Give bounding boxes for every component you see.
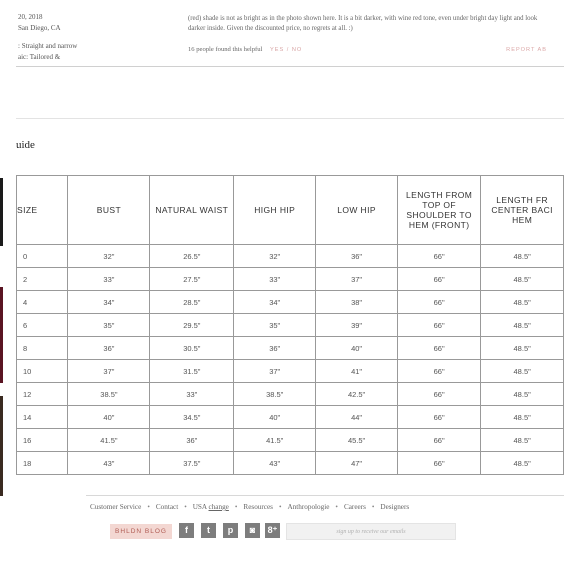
- measurement-cell: 37.5": [150, 452, 234, 475]
- measurement-cell: 37": [234, 360, 316, 383]
- measurement-cell: 28.5": [150, 291, 234, 314]
- measurement-cell: 29.5": [150, 314, 234, 337]
- link-separator: •: [147, 503, 150, 511]
- measurement-cell: 66": [397, 429, 480, 452]
- table-row: [17, 383, 564, 406]
- measurement-cell: 66": [397, 383, 480, 406]
- column-header: BUST: [68, 176, 150, 245]
- measurement-cell: 32": [234, 245, 316, 268]
- measurement-cell: 36": [150, 429, 234, 452]
- measurement-cell: 41.5": [234, 429, 316, 452]
- blog-button[interactable]: BHLDN BLOG: [110, 524, 172, 539]
- helpful-count: 16 people found this helpful: [188, 46, 263, 53]
- column-header: HIGH HIP: [234, 176, 316, 245]
- measurement-cell: 66": [397, 268, 480, 291]
- measurement-cell: 36": [234, 337, 316, 360]
- size-guide-title: uide: [16, 139, 35, 151]
- review-text-line: (red) shade is not as bright as in the photo shown here. It is a bit darker, with wine red tone, even under bright day light and look: [188, 15, 538, 22]
- measurement-cell: 66": [397, 337, 480, 360]
- review-body: [188, 14, 563, 34]
- footer-link[interactable]: Contact: [155, 503, 179, 511]
- size-cell: 14: [17, 406, 68, 429]
- review-style: aic: Tailored &: [18, 53, 61, 61]
- measurement-cell: 66": [397, 245, 480, 268]
- table-row: [17, 268, 564, 291]
- footer-link[interactable]: Designers: [380, 503, 410, 511]
- helpful-vote-links[interactable]: YES / NO: [270, 47, 303, 53]
- column-header: LENGTH FR CENTER BACI HEM: [481, 176, 564, 245]
- size-cell: 10: [17, 360, 68, 383]
- size-cell: 8: [17, 337, 68, 360]
- size-cell: 16: [17, 429, 68, 452]
- measurement-cell: 66": [397, 452, 480, 475]
- measurement-cell: 33": [150, 383, 234, 406]
- review-text-line: darker inside. Given the discounted price, no regrets at all. :): [188, 25, 353, 32]
- measurement-cell: 42.5": [316, 383, 398, 406]
- column-header: LENGTH FROM TOP OF SHOULDER TO HEM (FRONT): [397, 176, 480, 245]
- measurement-cell: 27.5": [150, 268, 234, 291]
- change-country-link[interactable]: change: [208, 503, 229, 511]
- footer-divider: [86, 495, 564, 496]
- table-row: [17, 429, 564, 452]
- measurement-cell: 34": [234, 291, 316, 314]
- table-row: [17, 337, 564, 360]
- table-header-row: [17, 176, 564, 245]
- measurement-cell: 48.5": [481, 452, 564, 475]
- size-cell: 4: [17, 291, 68, 314]
- measurement-cell: 40": [68, 406, 150, 429]
- measurement-cell: 48.5": [481, 314, 564, 337]
- size-cell: 6: [17, 314, 68, 337]
- measurement-cell: 38.5": [234, 383, 316, 406]
- table-row: [17, 360, 564, 383]
- table-row: [17, 314, 564, 337]
- measurement-cell: 43": [68, 452, 150, 475]
- footer-link[interactable]: Careers: [343, 503, 366, 511]
- measurement-cell: 35": [68, 314, 150, 337]
- twitter-icon[interactable]: t: [201, 523, 216, 538]
- column-header: LOW HIP: [316, 176, 398, 245]
- email-signup-input[interactable]: sign up to receive our emails: [286, 523, 456, 540]
- table-row: [17, 406, 564, 429]
- measurement-cell: 66": [397, 406, 480, 429]
- instagram-icon[interactable]: ◙: [245, 523, 260, 538]
- measurement-cell: 38": [316, 291, 398, 314]
- measurement-cell: 48.5": [481, 360, 564, 383]
- column-header: SIZE: [17, 176, 68, 245]
- link-separator: •: [371, 503, 375, 511]
- measurement-cell: 43": [234, 452, 316, 475]
- size-cell: 0: [17, 245, 68, 268]
- measurement-cell: 30.5": [150, 337, 234, 360]
- footer-link[interactable]: Anthropologie: [287, 503, 330, 511]
- table-row: [17, 245, 564, 268]
- measurement-cell: 35": [234, 314, 316, 337]
- measurement-cell: 48.5": [481, 337, 564, 360]
- divider: [16, 118, 564, 119]
- measurement-cell: 36": [68, 337, 150, 360]
- measurement-cell: 33": [68, 268, 150, 291]
- footer-link[interactable]: USA: [192, 503, 207, 511]
- measurement-cell: 48.5": [481, 291, 564, 314]
- measurement-cell: 48.5": [481, 245, 564, 268]
- measurement-cell: 34.5": [150, 406, 234, 429]
- size-cell: 12: [17, 383, 68, 406]
- measurement-cell: 47": [316, 452, 398, 475]
- facebook-icon[interactable]: f: [179, 523, 194, 538]
- measurement-cell: 44": [316, 406, 398, 429]
- size-cell: 18: [17, 452, 68, 475]
- measurement-cell: 48.5": [481, 406, 564, 429]
- review-location: San Diego, CA: [18, 24, 61, 32]
- measurement-cell: 48.5": [481, 383, 564, 406]
- measurement-cell: 66": [397, 291, 480, 314]
- measurement-cell: 66": [397, 360, 480, 383]
- link-separator: •: [234, 503, 238, 511]
- size-guide-table: [16, 175, 564, 475]
- footer-link[interactable]: Customer Service: [90, 503, 142, 511]
- helpful-row: [188, 46, 302, 53]
- measurement-cell: 41.5": [68, 429, 150, 452]
- measurement-cell: 45.5": [316, 429, 398, 452]
- measurement-cell: 26.5": [150, 245, 234, 268]
- pinterest-icon[interactable]: p: [223, 523, 238, 538]
- review-date: 20, 2018: [18, 13, 43, 21]
- measurement-cell: 36": [316, 245, 398, 268]
- link-separator: •: [278, 503, 282, 511]
- measurement-cell: 38.5": [68, 383, 150, 406]
- measurement-cell: 41": [316, 360, 398, 383]
- measurement-cell: 32": [68, 245, 150, 268]
- report-abuse-link[interactable]: REPORT AB: [506, 47, 547, 53]
- review-meta: [18, 12, 188, 63]
- review-fit: : Straight and narrow: [18, 42, 78, 50]
- measurement-cell: 40": [234, 406, 316, 429]
- link-separator: •: [335, 503, 338, 511]
- measurement-cell: 33": [234, 268, 316, 291]
- measurement-cell: 48.5": [481, 268, 564, 291]
- measurement-cell: 40": [316, 337, 398, 360]
- measurement-cell: 39": [316, 314, 398, 337]
- measurement-cell: 34": [68, 291, 150, 314]
- table-row: [17, 452, 564, 475]
- measurement-cell: 37": [316, 268, 398, 291]
- column-header: NATURAL WAIST: [150, 176, 234, 245]
- size-cell: 2: [17, 268, 68, 291]
- divider: [16, 66, 564, 67]
- measurement-cell: 31.5": [150, 360, 234, 383]
- footer-links: [90, 503, 409, 511]
- measurement-cell: 37": [68, 360, 150, 383]
- measurement-cell: 66": [397, 314, 480, 337]
- table-row: [17, 291, 564, 314]
- link-separator: •: [184, 503, 187, 511]
- measurement-cell: 48.5": [481, 429, 564, 452]
- footer-link[interactable]: Resources: [243, 503, 273, 511]
- google-plus-icon[interactable]: 8⁺: [265, 523, 280, 538]
